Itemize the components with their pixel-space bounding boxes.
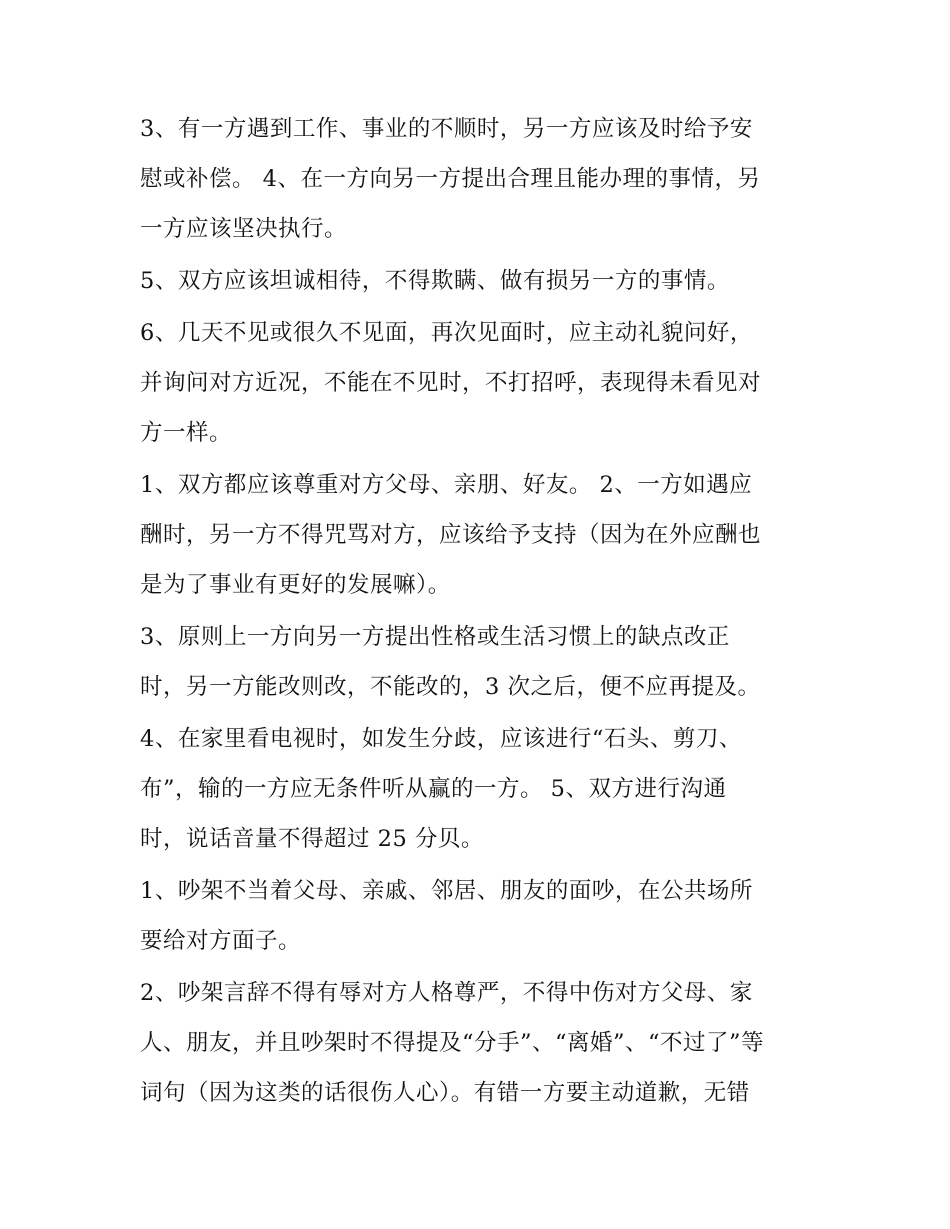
text-line-6: 并询问对方近况，不能在不见时，不打招呼，表现得未看见对 (140, 370, 762, 396)
text-line-4: 5、双方应该坦诚相待，不得欺瞒、做有损另一方的事情。 (140, 268, 730, 294)
text-line-7: 方一样。 (140, 420, 233, 446)
text-line-13: 4、在家里看电视时，如发生分歧，应该进行“石头、剪刀、 (140, 726, 742, 752)
text-line-12: 时，另一方能改则改，不能改的，3 次之后，便不应再提及。 (140, 674, 761, 700)
text-line-8: 1、双方都应该尊重对方父母、亲朋、好友。 2、一方如遇应 (140, 472, 753, 498)
text-line-2: 慰或补偿。 4、在一方向另一方提出合理且能办理的事情，另 (140, 166, 761, 192)
text-line-20: 词句（因为这类的话很伤人心）。有错一方要主动道歉，无错 (140, 1080, 750, 1106)
text-line-18: 2、吵架言辞不得有辱对方人格尊严，不得中伤对方父母、家 (140, 980, 753, 1006)
text-line-3: 一方应该坚决执行。 (140, 216, 348, 242)
text-line-1: 3、有一方遇到工作、事业的不顺时，另一方应该及时给予安 (140, 116, 753, 142)
text-line-15: 时，说话音量不得超过 25 分贝。 (140, 826, 484, 852)
text-line-9: 酬时，另一方不得咒骂对方，应该给予支持（因为在外应酬也 (140, 522, 762, 548)
text-line-11: 3、原则上一方向另一方提出性格或生活习惯上的缺点改正 (140, 624, 730, 650)
text-line-14: 布”，输的一方应无条件听从赢的一方。 5、双方进行沟通 (140, 776, 727, 802)
text-line-16: 1、吵架不当着父母、亲戚、邻居、朋友的面吵，在公共场所 (140, 878, 753, 904)
text-line-10: 是为了事业有更好的发展嘛）。 (140, 572, 451, 598)
text-line-5: 6、几天不见或很久不见面，再次见面时，应主动礼貌问好， (140, 320, 753, 346)
text-line-17: 要给对方面子。 (140, 928, 302, 954)
text-line-19: 人、朋友，并且吵架时不得提及“分手”、“离婚”、“不过了”等 (140, 1030, 765, 1056)
